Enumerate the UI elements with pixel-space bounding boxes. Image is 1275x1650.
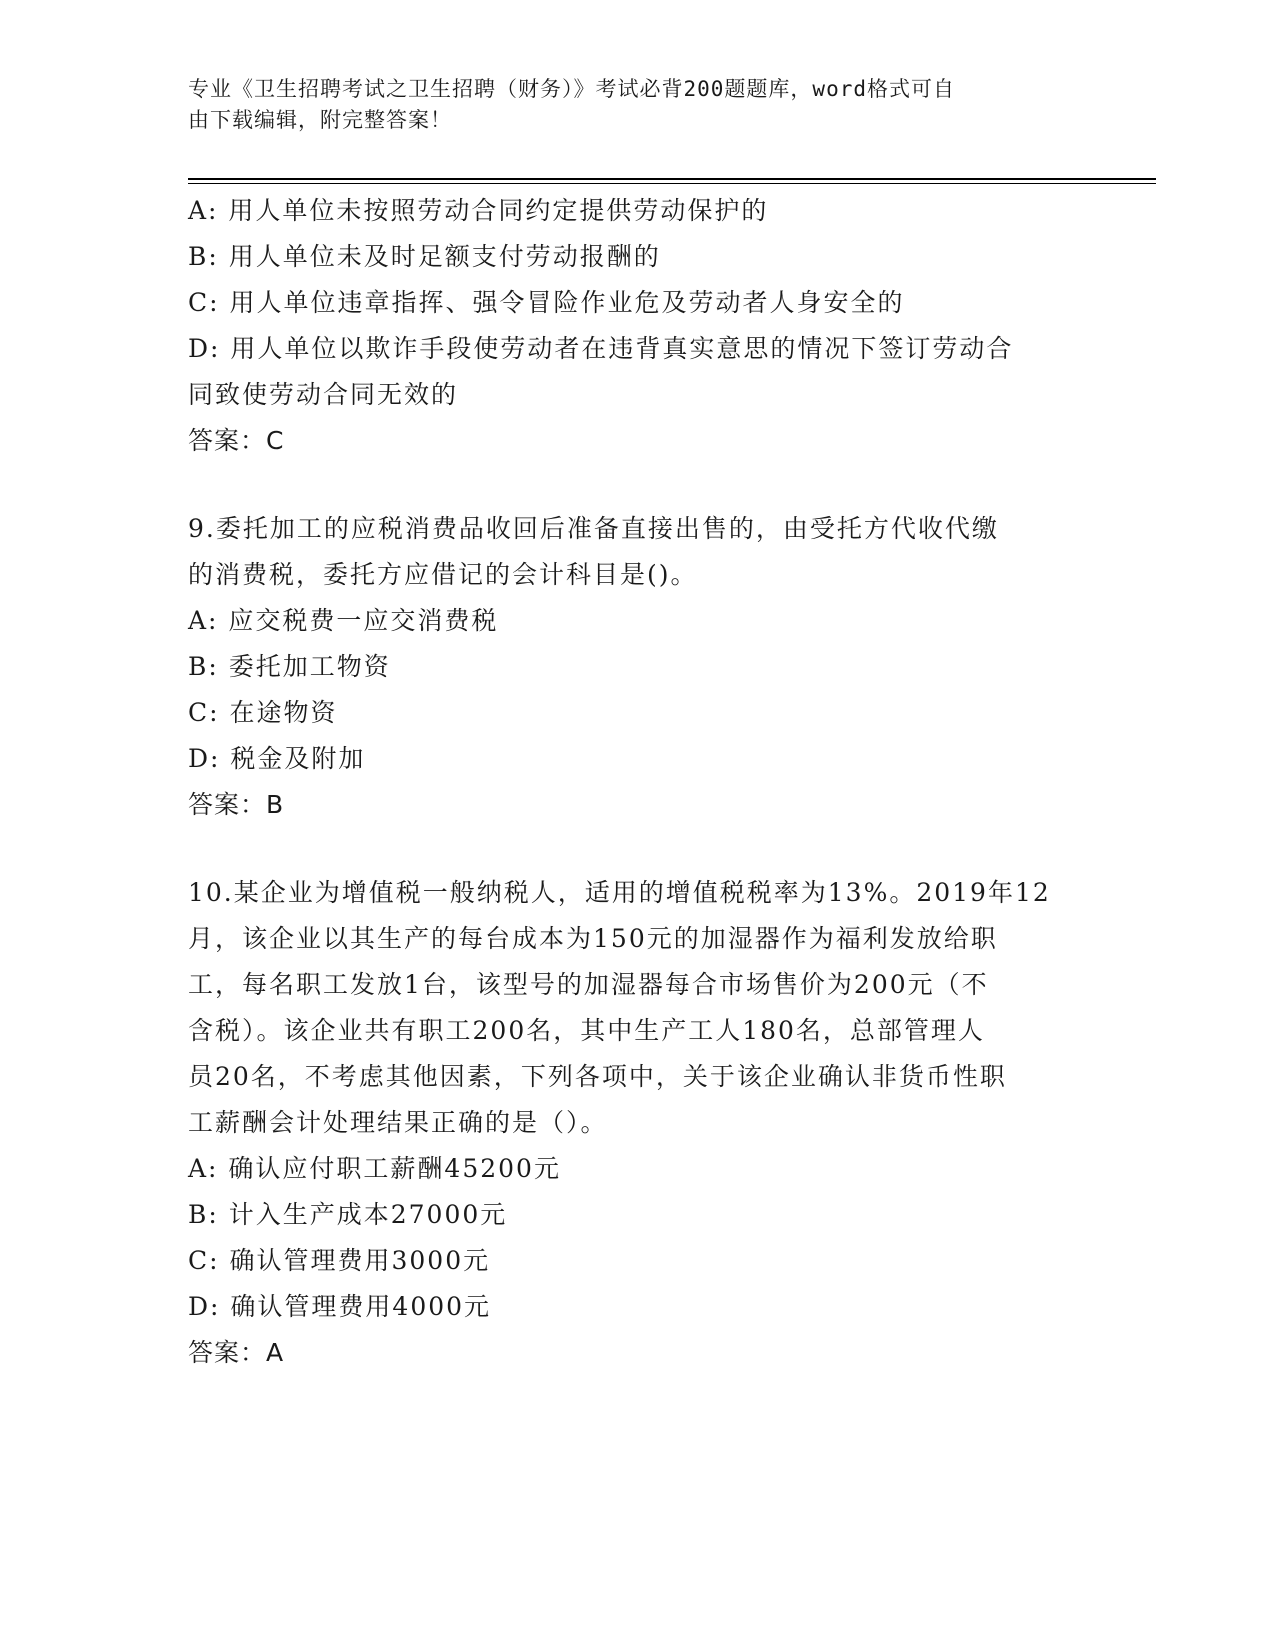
header-title-line-2: 由下载编辑，附完整答案！ — [188, 108, 452, 132]
answer-line: 答案：B — [188, 790, 285, 819]
question-stem-line: 含税）。该企业共有职工200名，其中生产工人180名，总部管理人 — [188, 1016, 985, 1045]
header-title-line-1: 专业《卫生招聘考试之卫生招聘（财务）》考试必背200题题库，word格式可自 — [188, 77, 955, 101]
question-stem-line: 员20名，不考虑其他因素，下列各项中，关于该企业确认非货币性职 — [188, 1062, 1007, 1091]
header-divider-thick — [188, 178, 1156, 180]
option-d: D: 用人单位以欺诈手段使劳动者在违背真实意思的情况下签订劳动合 — [188, 334, 1014, 363]
question-10 — [188, 870, 1088, 1376]
option-a: A: 确认应付职工薪酬45200元 — [188, 1154, 561, 1183]
question-stem-line: 9.委托加工的应税消费品收回后准备直接出售的，由受托方代收代缴 — [188, 514, 999, 543]
question-content — [188, 188, 1088, 1376]
answer-line: 答案：A — [188, 1338, 285, 1367]
option-d: D: 税金及附加 — [188, 744, 366, 773]
question-stem-line: 10.某企业为增值税一般纳税人，适用的增值税税率为13%。2019年12 — [188, 878, 1051, 907]
question-spacer — [188, 464, 1088, 506]
option-d: D: 确认管理费用4000元 — [188, 1292, 492, 1321]
question-stem-line: 工薪酬会计处理结果正确的是（）。 — [188, 1108, 608, 1137]
question-spacer — [188, 828, 1088, 870]
option-c: C: 确认管理费用3000元 — [188, 1246, 491, 1275]
question-9 — [188, 506, 1088, 828]
answer-line: 答案：C — [188, 426, 285, 455]
option-b: B: 计入生产成本27000元 — [188, 1200, 508, 1229]
question-stem-line: 工，每名职工发放1台，该型号的加湿器每合市场售价为200元（不 — [188, 970, 989, 999]
option-c: C: 在途物资 — [188, 698, 338, 727]
question-8-continued — [188, 188, 1088, 464]
question-stem-line: 的消费税，委托方应借记的会计科目是()。 — [188, 560, 698, 589]
option-b: B: 用人单位未及时足额支付劳动报酬的 — [188, 242, 661, 271]
option-b: B: 委托加工物资 — [188, 652, 391, 681]
option-a: A: 应交税费一应交消费税 — [188, 606, 499, 635]
option-a: A: 用人单位未按照劳动合同约定提供劳动保护的 — [188, 196, 769, 225]
option-c: C: 用人单位违章指挥、强令冒险作业危及劳动者人身安全的 — [188, 288, 905, 317]
option-d-continued: 同致使劳动合同无效的 — [188, 380, 459, 409]
document-header — [188, 74, 1068, 136]
header-divider-thin — [188, 183, 1156, 184]
question-stem-line: 月，该企业以其生产的每台成本为150元的加湿器作为福利发放给职 — [188, 924, 998, 953]
